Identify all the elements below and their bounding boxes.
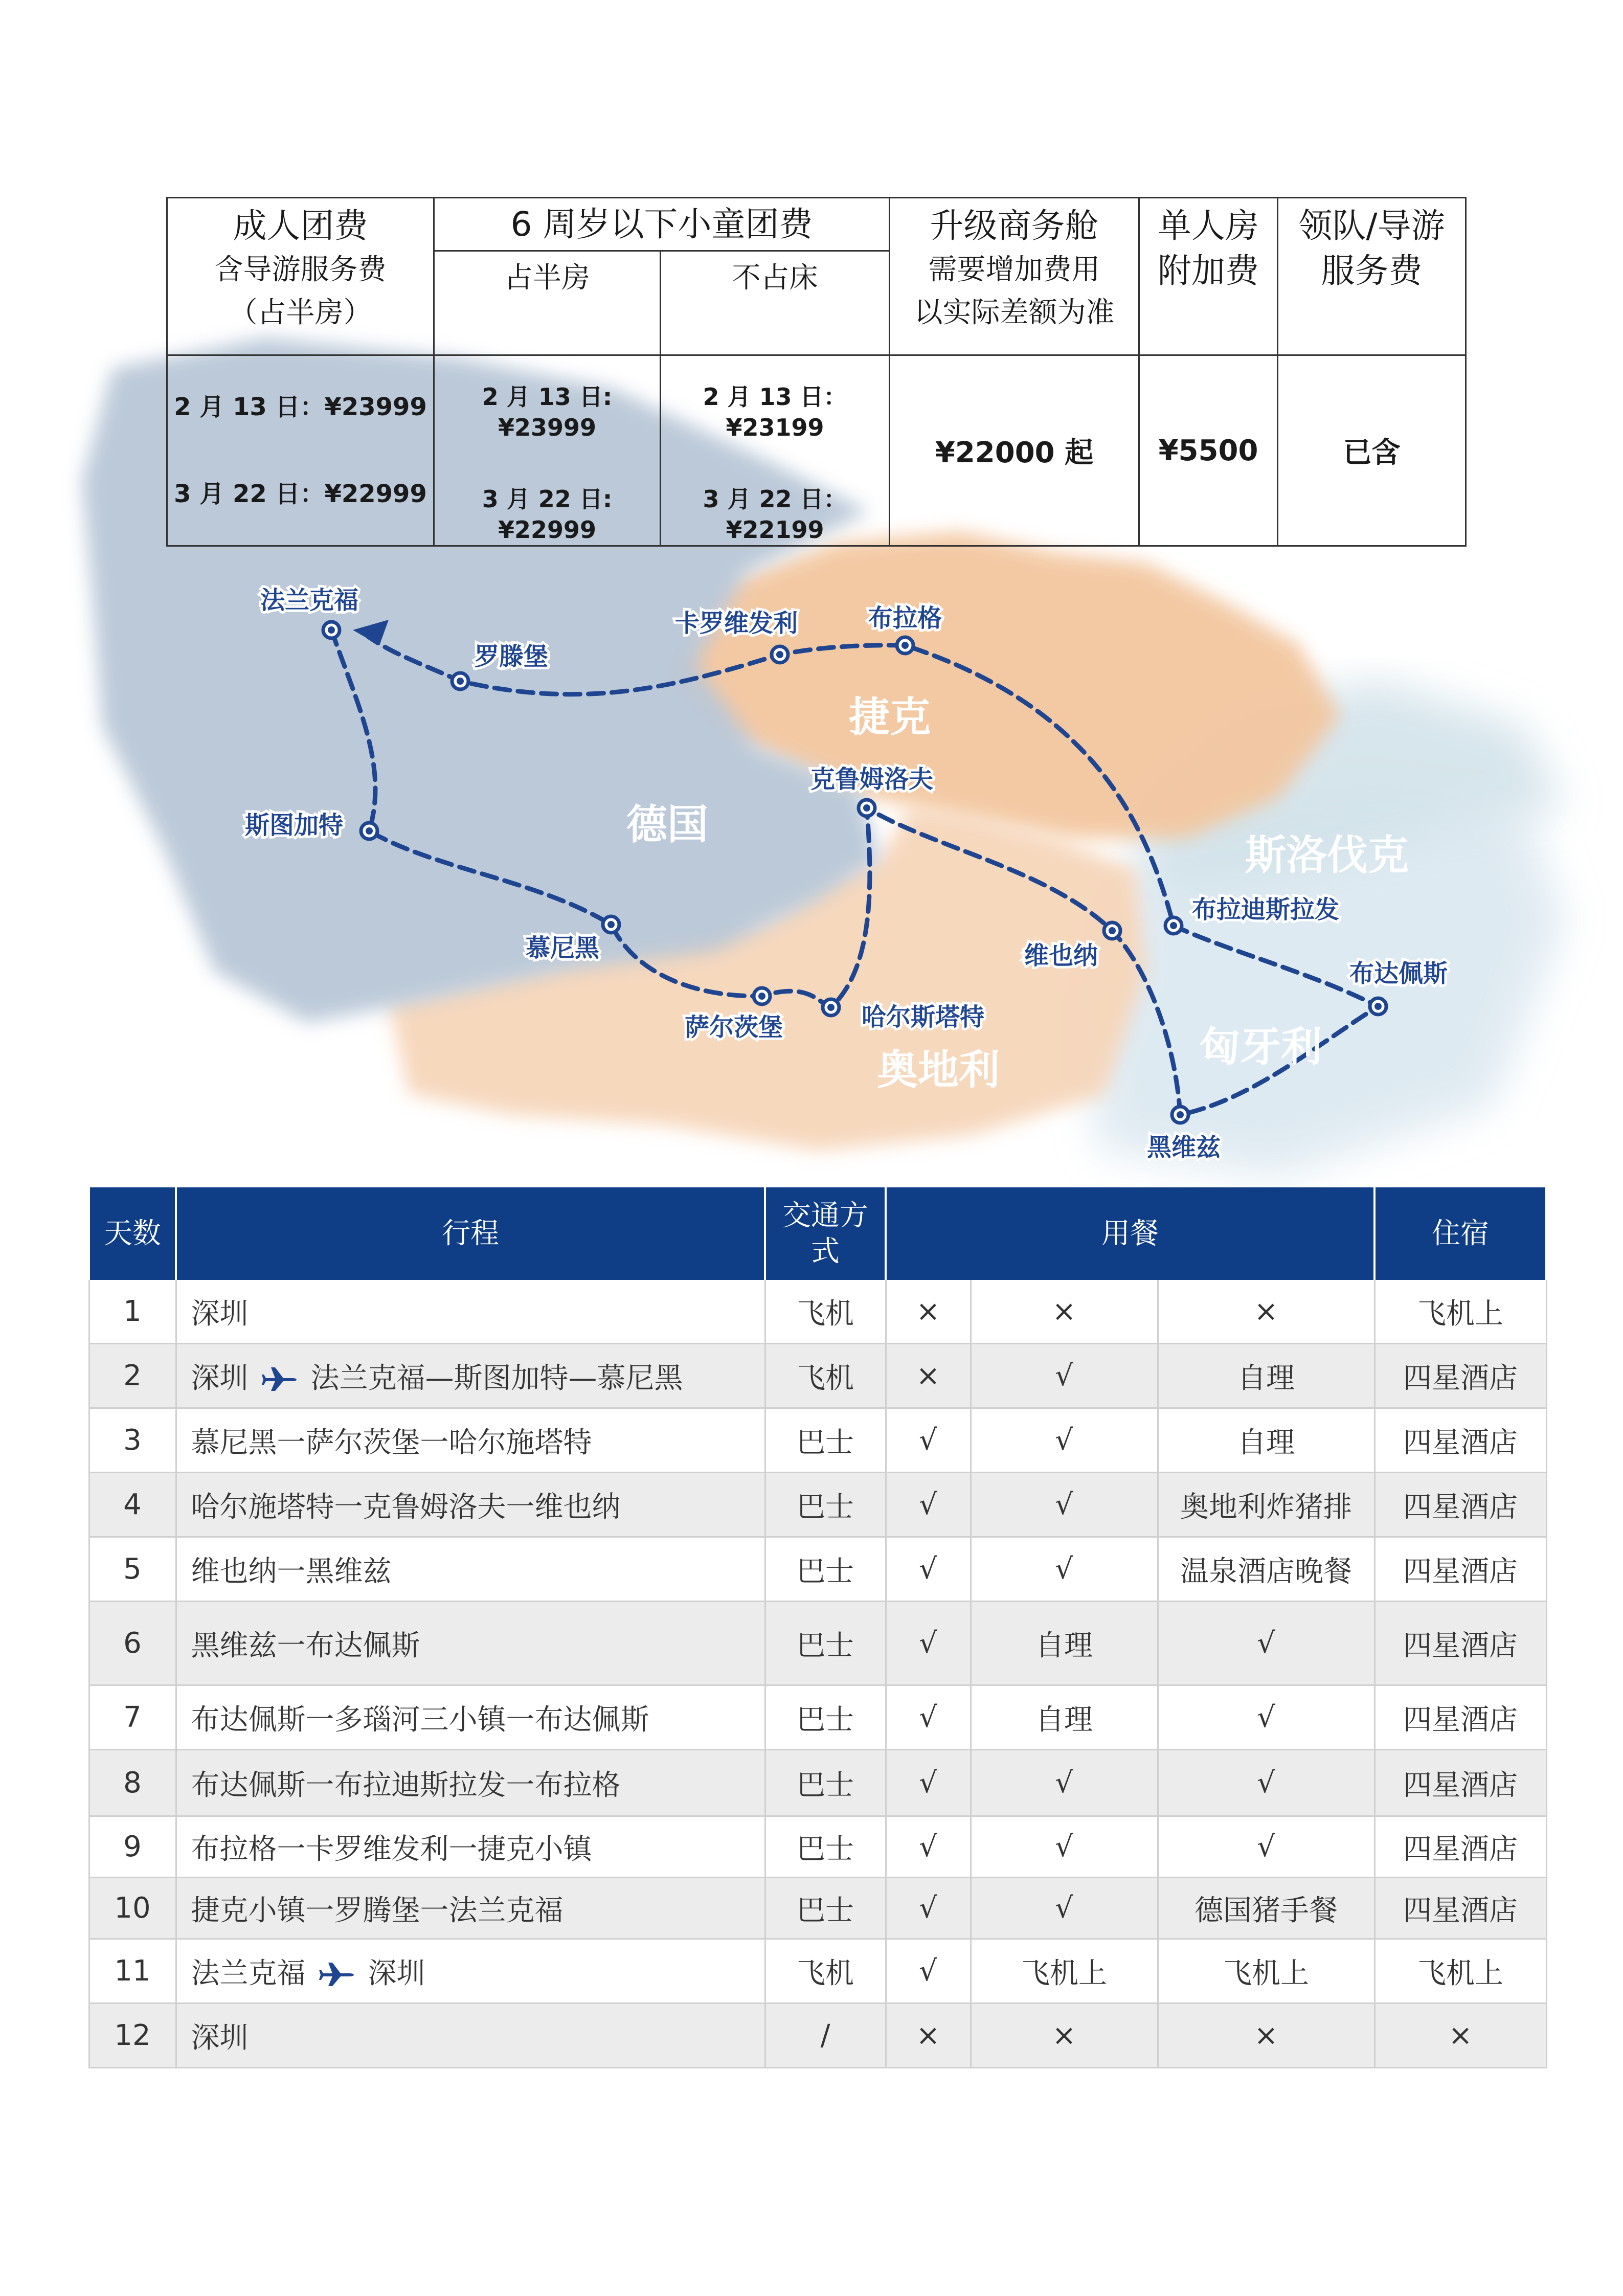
business-price: ¥22000 起: [890, 355, 1139, 546]
itinerary-header-row: [89, 1188, 1546, 1279]
day-cell: 9: [89, 1816, 176, 1878]
header-meals: 用餐: [886, 1188, 1374, 1279]
lunch-cell: √: [971, 1878, 1158, 1939]
label-hallstatt: 哈尔斯塔特: [861, 1003, 985, 1031]
child-half-room-header: 占半房: [434, 251, 661, 355]
label-bratislava: 布拉迪斯拉发: [1191, 895, 1340, 924]
itinerary-table: [88, 1187, 1547, 2068]
dinner-cell: 自理: [1158, 1344, 1374, 1408]
lunch-cell: ×: [971, 2004, 1158, 2068]
single-title1: 单人房: [1158, 206, 1259, 245]
business-sub1: 需要增加费用: [928, 253, 1100, 286]
route-cell: [176, 1750, 765, 1816]
breakfast-cell: √: [886, 1816, 971, 1878]
itinerary-row: [89, 1344, 1546, 1408]
day-cell: 3: [89, 1408, 176, 1473]
child-fee-header: 6 周岁以下小童团费: [434, 198, 890, 251]
child-half-price-1: 2 月 13 日: ¥23999: [482, 383, 613, 441]
adult-price-2: 3 月 22 日：¥22999: [174, 480, 427, 508]
route-text: 捷克小镇一罗腾堡一法兰克福: [191, 1894, 563, 1927]
dinner-cell: √: [1158, 1816, 1374, 1878]
day-cell: 5: [89, 1537, 176, 1602]
label-cesky-krumlov: 克鲁姆洛夫: [810, 765, 934, 794]
breakfast-cell: √: [886, 1685, 971, 1750]
route-cell: [176, 1473, 765, 1537]
lunch-cell: √: [971, 1816, 1158, 1878]
itinerary-row: [89, 2004, 1546, 2068]
hotel-cell: 四星酒店: [1374, 1685, 1546, 1750]
transport-cell: 飞机: [765, 1939, 886, 2004]
single-price: ¥5500: [1139, 355, 1278, 546]
hotel-cell: 四星酒店: [1374, 1537, 1546, 1602]
hotel-cell: 飞机上: [1374, 1279, 1546, 1344]
adult-fee-title: 成人团费: [233, 206, 368, 245]
day-cell: 10: [89, 1878, 176, 1939]
label-budapest: 布达佩斯: [1349, 959, 1448, 988]
child-half-price-2: 3 月 22 日: ¥22999: [482, 485, 613, 544]
child-nobed-price-2: 3 月 22 日：¥22199: [703, 485, 847, 544]
route-cell: [176, 1685, 765, 1750]
breakfast-cell: ×: [886, 2004, 971, 2068]
day-cell: 7: [89, 1685, 176, 1750]
breakfast-cell: √: [886, 1537, 971, 1602]
label-frankfurt: 法兰克福: [260, 586, 359, 615]
hotel-cell: 四星酒店: [1374, 1878, 1546, 1939]
route-cell: [176, 1279, 765, 1344]
label-salzburg: 萨尔茨堡: [684, 1013, 783, 1042]
guide-value: 已含: [1278, 355, 1466, 546]
transport-cell: 飞机: [765, 1344, 886, 1408]
itinerary-body: [89, 1279, 1546, 2068]
single-header: [1139, 198, 1278, 355]
transport-cell: 巴士: [765, 1408, 886, 1473]
breakfast-cell: √: [886, 1939, 971, 2004]
route-cell: [176, 1537, 765, 1602]
route-text: 法兰克福: [191, 1956, 306, 1990]
breakfast-cell: √: [886, 1408, 971, 1473]
dinner-cell: 德国猪手餐: [1158, 1878, 1374, 1939]
itinerary-row: [89, 1878, 1546, 1939]
route-text: 深圳: [191, 1361, 249, 1395]
price-table: [166, 197, 1467, 547]
route-text: 深圳: [191, 1297, 249, 1331]
dinner-cell: ×: [1158, 2004, 1374, 2068]
lunch-cell: 自理: [971, 1685, 1158, 1750]
transport-cell: 巴士: [765, 1750, 886, 1816]
route-text: 黑维兹一布达佩斯: [191, 1629, 420, 1662]
label-germany: 德国: [626, 800, 708, 848]
route-cell: [176, 1816, 765, 1878]
day-cell: 11: [89, 1939, 176, 2004]
route-text: 布达佩斯一多瑙河三小镇一布达佩斯: [191, 1703, 649, 1737]
dinner-cell: 自理: [1158, 1408, 1374, 1473]
label-vienna: 维也纳: [1024, 941, 1098, 970]
label-stuttgart: 斯图加特: [244, 811, 344, 840]
hotel-cell: ×: [1374, 2004, 1546, 2068]
route-cell: [176, 1939, 765, 2004]
route-text: 深圳: [191, 2021, 249, 2055]
transport-cell: 巴士: [765, 1816, 886, 1878]
header-route: 行程: [176, 1188, 765, 1279]
day-cell: 2: [89, 1344, 176, 1408]
business-sub2: 以实际差额为准: [914, 296, 1115, 329]
label-slovakia: 斯洛伐克: [1245, 831, 1409, 879]
plane-icon: [319, 1961, 355, 1989]
adult-fee-sub2: （占半房）: [229, 296, 372, 329]
plane-icon: [262, 1365, 298, 1394]
label-heviz: 黑维兹: [1146, 1133, 1221, 1162]
day-cell: 6: [89, 1602, 176, 1685]
adult-fee-sub1: 含导游服务费: [214, 253, 387, 286]
business-header: [890, 198, 1139, 355]
hotel-cell: 四星酒店: [1374, 1750, 1546, 1816]
route-cell: [176, 1408, 765, 1473]
itinerary-row: [89, 1279, 1546, 1344]
dinner-cell: √: [1158, 1750, 1374, 1816]
lunch-cell: √: [971, 1408, 1158, 1473]
adult-fee-header: [167, 198, 434, 355]
label-karlovy-vary: 卡罗维发利: [674, 609, 798, 638]
label-czech: 捷克: [849, 693, 931, 741]
itinerary-row: [89, 1602, 1546, 1685]
breakfast-cell: √: [886, 1473, 971, 1537]
guide-title2: 服务费: [1321, 251, 1423, 290]
label-austria: 奥地利: [877, 1046, 1000, 1094]
header-hotel: 住宿: [1374, 1188, 1546, 1279]
route-text: 哈尔施塔特一克鲁姆洛夫一维也纳: [191, 1490, 621, 1524]
day-cell: 4: [89, 1473, 176, 1537]
route-text: 布拉格一卡罗维发利一捷克小镇: [191, 1832, 592, 1866]
breakfast-cell: ×: [886, 1344, 971, 1408]
adult-fee-prices: [167, 355, 434, 546]
hotel-cell: 飞机上: [1374, 1939, 1546, 2004]
route-cell: [176, 1344, 765, 1408]
header-day: 天数: [89, 1188, 176, 1279]
route-cell: [176, 1878, 765, 1939]
itinerary-row: [89, 1750, 1546, 1816]
breakfast-cell: √: [886, 1602, 971, 1685]
label-hungary: 匈牙利: [1199, 1023, 1322, 1071]
child-no-bed-prices: [661, 355, 890, 546]
route-text: 慕尼黑一萨尔茨堡一哈尔施塔特: [191, 1426, 592, 1459]
itinerary-row: [89, 1939, 1546, 2004]
day-cell: 12: [89, 2004, 176, 2068]
route-text: 布达佩斯一布拉迪斯拉发一布拉格: [191, 1768, 621, 1802]
transport-cell: 巴士: [765, 1473, 886, 1537]
lunch-cell: √: [971, 1537, 1158, 1602]
lunch-cell: ×: [971, 1279, 1158, 1344]
lunch-cell: 飞机上: [971, 1939, 1158, 2004]
lunch-cell: √: [971, 1473, 1158, 1537]
dinner-cell: √: [1158, 1602, 1374, 1685]
route-text-dest: 法兰克福—斯图加特—慕尼黑: [310, 1361, 683, 1395]
hotel-cell: 四星酒店: [1374, 1473, 1546, 1537]
business-title: 升级商务舱: [930, 206, 1099, 245]
itinerary-row: [89, 1408, 1546, 1473]
child-no-bed-header: 不占床: [661, 251, 890, 355]
day-cell: 8: [89, 1750, 176, 1816]
transport-cell: /: [765, 2004, 886, 2068]
lunch-cell: √: [971, 1750, 1158, 1816]
transport-cell: 巴士: [765, 1537, 886, 1602]
transport-cell: 飞机: [765, 1279, 886, 1344]
breakfast-cell: √: [886, 1750, 971, 1816]
label-munich: 慕尼黑: [525, 934, 600, 962]
lunch-cell: 自理: [971, 1602, 1158, 1685]
dinner-cell: √: [1158, 1685, 1374, 1750]
route-cell: [176, 2004, 765, 2068]
breakfast-cell: √: [886, 1878, 971, 1939]
adult-price-1: 2 月 13 日：¥23999: [174, 393, 427, 421]
guide-header: [1278, 198, 1466, 355]
transport-cell: 巴士: [765, 1878, 886, 1939]
lunch-cell: √: [971, 1344, 1158, 1408]
hotel-cell: 四星酒店: [1374, 1344, 1546, 1408]
dinner-cell: 奥地利炸猪排: [1158, 1473, 1374, 1537]
itinerary-row: [89, 1816, 1546, 1878]
guide-title1: 领队/导游: [1298, 206, 1445, 245]
single-title2: 附加费: [1158, 251, 1259, 290]
child-half-room-prices: [434, 355, 661, 546]
itinerary-row: [89, 1473, 1546, 1537]
itinerary-row: [89, 1685, 1546, 1750]
breakfast-cell: ×: [886, 1279, 971, 1344]
label-prague: 布拉格: [868, 604, 942, 633]
route-text-dest: 深圳: [368, 1956, 425, 1990]
dinner-cell: 温泉酒店晚餐: [1158, 1537, 1374, 1602]
transport-cell: 巴士: [765, 1685, 886, 1750]
header-transport: 交通方式: [765, 1188, 886, 1279]
child-nobed-price-1: 2 月 13 日：¥23199: [703, 383, 847, 441]
label-rothenburg: 罗滕堡: [474, 642, 549, 671]
route-cell: [176, 1602, 765, 1685]
route-text: 维也纳一黑维兹: [191, 1555, 392, 1588]
day-cell: 1: [89, 1279, 176, 1344]
dinner-cell: ×: [1158, 1279, 1374, 1344]
hotel-cell: 四星酒店: [1374, 1408, 1546, 1473]
itinerary-row: [89, 1537, 1546, 1602]
hotel-cell: 四星酒店: [1374, 1816, 1546, 1878]
transport-cell: 巴士: [765, 1602, 886, 1685]
hotel-cell: 四星酒店: [1374, 1602, 1546, 1685]
dinner-cell: 飞机上: [1158, 1939, 1374, 2004]
